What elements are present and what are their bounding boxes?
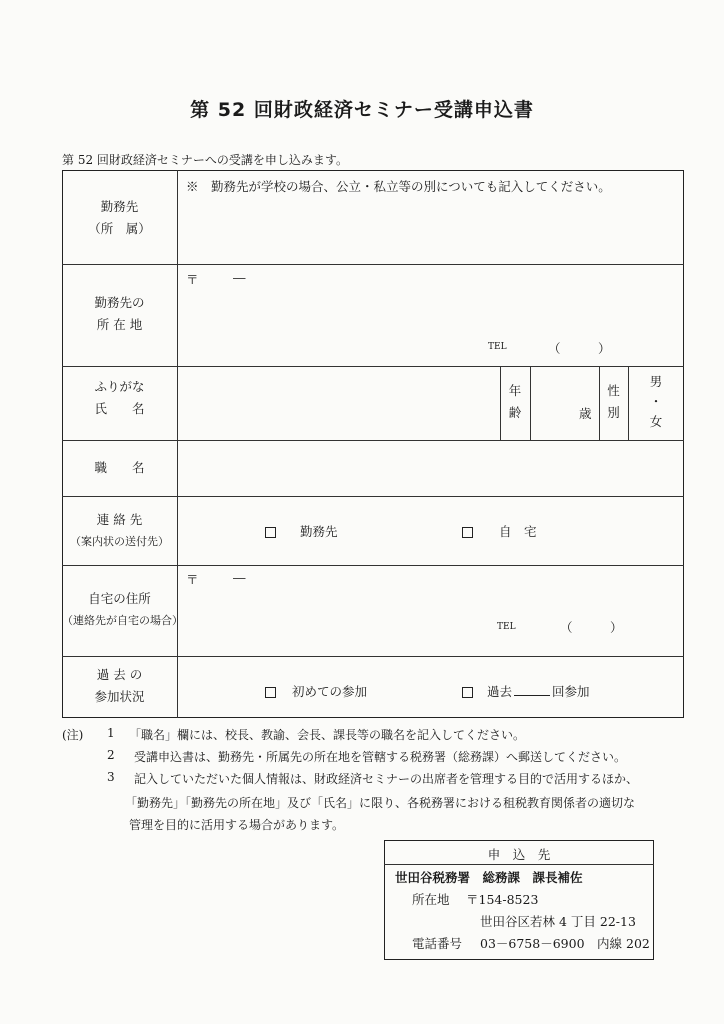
home-address-field[interactable] — [178, 567, 683, 654]
workplace-field[interactable] — [178, 196, 683, 262]
tel-mark: TEL — [488, 342, 507, 352]
row-divider — [62, 496, 684, 497]
gender-label: 性 別 — [607, 383, 620, 420]
note-2: 受講申込書は、勤務先・所属先の所在地を管轄する税務署（総務課）へ郵送してください。 — [134, 750, 627, 764]
apply-address: 世田谷区若林 4 丁目 22-13 — [480, 914, 636, 929]
apply-address-label: 所在地 — [412, 892, 450, 907]
postal-dash: ― — [233, 570, 246, 585]
row-divider — [62, 565, 684, 566]
apply-office: 世田谷税務署 総務課 課長補佐 — [395, 870, 583, 885]
gender-options[interactable]: 男 ・ 女 — [649, 374, 663, 429]
tel-parens: （ ） — [548, 341, 611, 356]
postal-dash: ― — [233, 270, 246, 285]
age-label: 年 齢 — [508, 383, 522, 420]
workplace-label: 勤務先 （所 属） — [88, 199, 151, 236]
past-option-first[interactable]: 初めての参加 — [265, 682, 367, 700]
apply-phone-label: 電話番号 — [412, 936, 463, 951]
job-title-label: 職 名 — [94, 460, 145, 475]
page-title: 第 52 回財政経済セミナー受講申込書 — [190, 99, 534, 121]
workplace-note: ※ 勤務先が学校の場合、公立・私立等の別についても記入してください。 — [186, 179, 611, 194]
contact-label: 連 絡 先 （案内状の送付先） — [70, 512, 169, 548]
past-participation-label: 過 去 の 参加状況 — [94, 667, 145, 704]
apply-postal: 〒154-8523 — [466, 892, 539, 907]
row-divider — [62, 366, 684, 367]
name-label: ふりがな 氏 名 — [94, 379, 145, 416]
checkbox[interactable] — [265, 687, 276, 698]
age-field[interactable] — [531, 368, 598, 438]
note-number: 3 — [107, 770, 115, 784]
note-number: 2 — [107, 748, 115, 762]
past-option-count[interactable]: 過去 回参加 — [462, 682, 590, 700]
note-number: 1 — [107, 726, 115, 740]
age-unit: 歳 — [579, 406, 592, 421]
checkbox[interactable] — [462, 527, 473, 538]
checkbox[interactable] — [462, 687, 473, 698]
notes-head: (注) — [62, 728, 84, 742]
intro-text: 第 52 回財政経済セミナーへの受講を申し込みます。 — [62, 153, 348, 167]
note-1: 「職名」欄には、校長、教諭、会長、課長等の職名を記入してください。 — [129, 728, 526, 742]
workplace-address-label: 勤務先の 所 在 地 — [94, 295, 145, 332]
tel-parens: （ ） — [560, 620, 623, 635]
note-3b: 「勤務先」「勤務先の所在地」及び「氏名」に限り、各税務署における租税教育関係者の適切な — [125, 796, 636, 810]
apply-header: 申 込 先 — [487, 847, 551, 862]
workplace-address-field[interactable] — [178, 266, 683, 364]
tel-mark: TEL — [497, 622, 516, 632]
contact-option-work[interactable]: 勤務先 — [265, 522, 338, 540]
name-field[interactable] — [178, 368, 499, 438]
job-title-field[interactable] — [178, 442, 683, 494]
contact-option-home[interactable]: 自 宅 — [462, 522, 537, 540]
note-3c: 管理を目的に活用する場合があります。 — [129, 818, 345, 832]
row-divider — [62, 656, 684, 657]
home-address-label: 自宅の住所 （連絡先が自宅の場合） — [62, 591, 183, 627]
apply-phone: 03－6758－6900 内線 202 — [480, 936, 650, 951]
postal-mark: 〒 — [186, 272, 199, 287]
past-count-blank[interactable] — [514, 695, 550, 696]
apply-box-divider — [384, 864, 654, 865]
postal-mark: 〒 — [186, 572, 199, 587]
checkbox[interactable] — [265, 527, 276, 538]
note-3a: 記入していただいた個人情報は、財政経済セミナーの出席者を管理する目的で活用するほか、 — [134, 772, 639, 786]
row-divider — [62, 440, 684, 441]
row-divider — [62, 264, 684, 265]
